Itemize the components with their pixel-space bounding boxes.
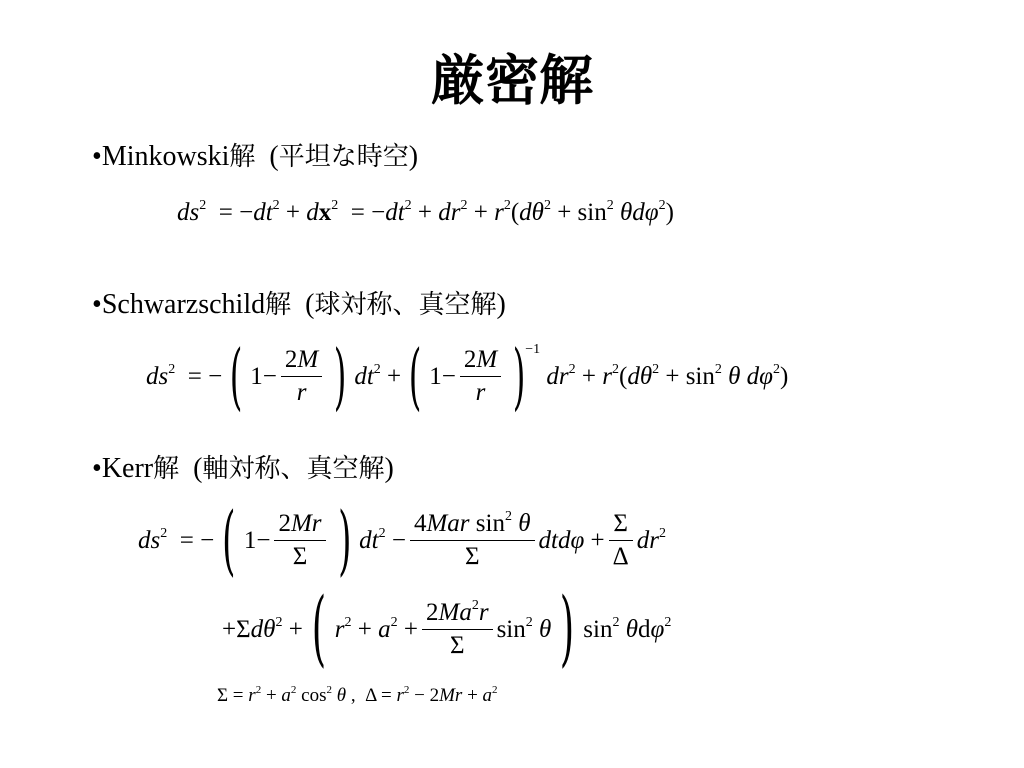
- equation-schwarzschild-metric: $ds^2$ = − ( 1− $\frac{2M}{r}$ ) $dt^2$ + ( 1− $\frac{2M}{r}$ ) −1 $dr^2 + r^2(d\theta^2 + \sin^2 \theta$ $d\varphi^2$): [146, 333, 789, 418]
- paren-open: (: [179, 453, 203, 484]
- bullet-marker: •: [92, 289, 102, 320]
- section-description: 球対称、真空解: [314, 290, 497, 320]
- section-label: 解: [229, 142, 256, 172]
- section-description: 平坦な時空: [278, 142, 409, 172]
- section-name: Minkowski: [101, 141, 230, 172]
- section-heading-kerr: [92, 448, 394, 485]
- paren-close: ): [496, 289, 506, 320]
- equation-kerr-definitions: $\Sigma = r^2 + a^2$ $\cos^2 \theta$ , $\Delta = r^2 - 2Mr + a^2$: [217, 684, 498, 706]
- paren-close: ): [384, 453, 394, 484]
- section-label: 解: [265, 290, 292, 320]
- section-description: 軸対称、真空解: [202, 454, 385, 484]
- paren-open: (: [255, 141, 279, 172]
- section-label: 解: [153, 454, 180, 484]
- section-heading-minkowski: [92, 136, 418, 173]
- bullet-marker: •: [92, 453, 102, 484]
- paren-open: (: [291, 289, 315, 320]
- bullet-marker: •: [92, 141, 102, 172]
- equation-kerr-metric-line1: $ds^2$ = − ( 1− $\frac{2Mr}{\Sigma}$ ) $dt^2$ − $\frac{4Mar \sin^2 \theta}{\Sigma}$ dtdφ + $\frac{\Sigma}{\Delta}$ $dr^2$: [138, 494, 666, 584]
- page-title: 厳密解: [431, 49, 593, 112]
- equation-minkowski-metric: $ds^2 = -dt^2 + dx^2 = -dt^2 + dr^2 + r^2(d\theta^2 + \sin^2 \theta d\varphi^2)$: [177, 198, 674, 226]
- section-name: Kerr: [101, 453, 154, 484]
- section-heading-schwarzschild: [92, 284, 506, 321]
- paren-close: ): [408, 141, 419, 172]
- section-name: Schwarzschild: [101, 289, 266, 320]
- equation-kerr-metric-line2: +Σdθ$^2$ + ( $r^2 + a^2$ + $\frac{2Ma^2r}{\Sigma}$ $\sin^2 \theta$ ) $\sin^2 \theta d\varphi^2$: [222, 581, 672, 677]
